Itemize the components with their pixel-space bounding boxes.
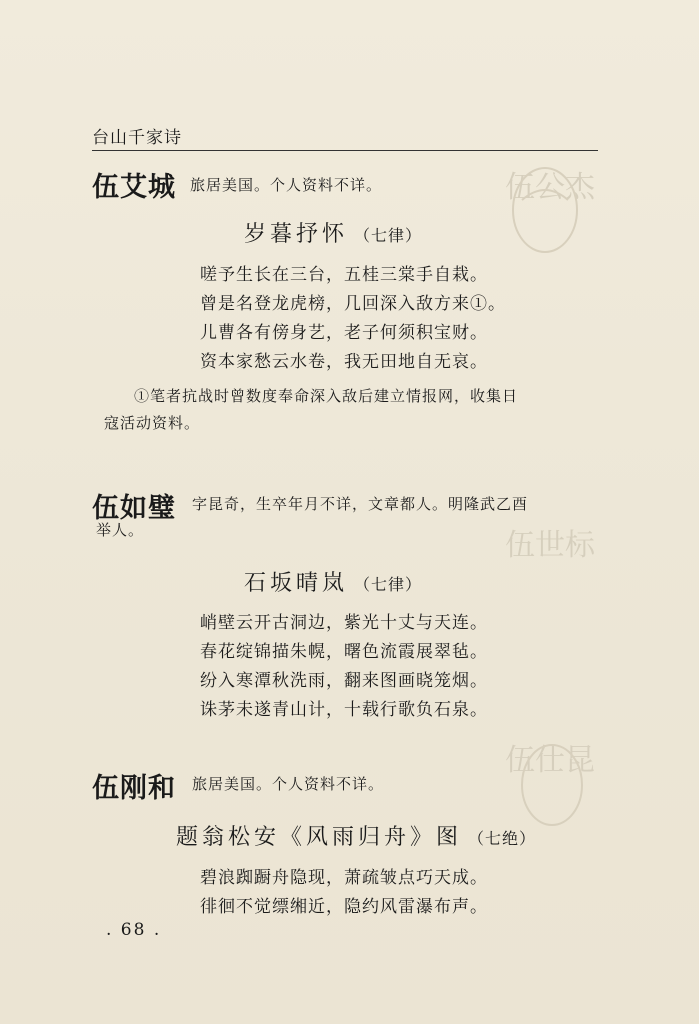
poet-bio: 举人。 xyxy=(96,521,145,539)
verse-line: 峭壁云开古洞边，紫光十丈与天连。 xyxy=(200,613,488,633)
verse-line: 春花绽锦描朱幌，曙色流霞展翠毡。 xyxy=(200,642,488,662)
verse-line: 诛茅未遂青山计，十载行歌负石泉。 xyxy=(200,700,488,720)
poet-name: 伍刚和 xyxy=(92,773,176,804)
poet-name: 伍艾城 xyxy=(92,172,176,203)
poet-bio: 字昆奇，生卒年月不详，文章都人。明隆武乙酉 xyxy=(192,495,529,513)
verse-line: 曾是名登龙虎榜，几回深入敌方来①。 xyxy=(200,294,506,314)
footnote: ①笔者抗战时曾数度奉命深入敌后建立情报网，收集日 xyxy=(134,387,519,405)
verse-line: 徘徊不觉缥缃近，隐约风雷瀑布声。 xyxy=(200,897,488,917)
poet-bio: 旅居美国。个人资料不详。 xyxy=(190,176,383,194)
poem-form: （七律） xyxy=(354,226,423,245)
bleed-through-text: 伍公杰 xyxy=(505,170,595,205)
poem-title xyxy=(176,820,536,851)
poem-title xyxy=(244,566,422,597)
poem-title-text: 岁暮抒怀 xyxy=(244,222,349,247)
poem-form: （七绝） xyxy=(468,829,537,848)
poet-name: 伍如璧 xyxy=(92,493,176,524)
verse-line: 儿曹各有傍身艺，老子何须积宝财。 xyxy=(200,323,488,343)
verse-line: 纷入寒潭秋洗雨，翻来图画晓笼烟。 xyxy=(200,671,488,691)
verse-line: 嗟予生长在三台，五桂三棠手自栽。 xyxy=(200,265,488,285)
bleed-through-text: 伍世标 xyxy=(505,528,595,563)
header-rule xyxy=(92,150,598,151)
poem-title-text: 题翁松安《风雨归舟》图 xyxy=(176,825,463,850)
page-number: . 68 . xyxy=(106,920,162,940)
verse-line: 碧浪踟蹰舟隐现，萧疏皱点巧天成。 xyxy=(200,868,488,888)
poem-title xyxy=(244,217,422,248)
poem-title-text: 石坂晴岚 xyxy=(244,571,349,596)
running-head: 台山千家诗 xyxy=(92,128,182,148)
verse-line: 资本家愁云水卷，我无田地自无哀。 xyxy=(200,352,488,372)
bleed-through-text: 伍仕昆 xyxy=(505,743,595,778)
footnote: 寇活动资料。 xyxy=(104,414,201,432)
poet-bio: 旅居美国。个人资料不详。 xyxy=(192,775,385,793)
bleed-through-portrait xyxy=(500,160,590,265)
poem-form: （七律） xyxy=(354,575,423,594)
